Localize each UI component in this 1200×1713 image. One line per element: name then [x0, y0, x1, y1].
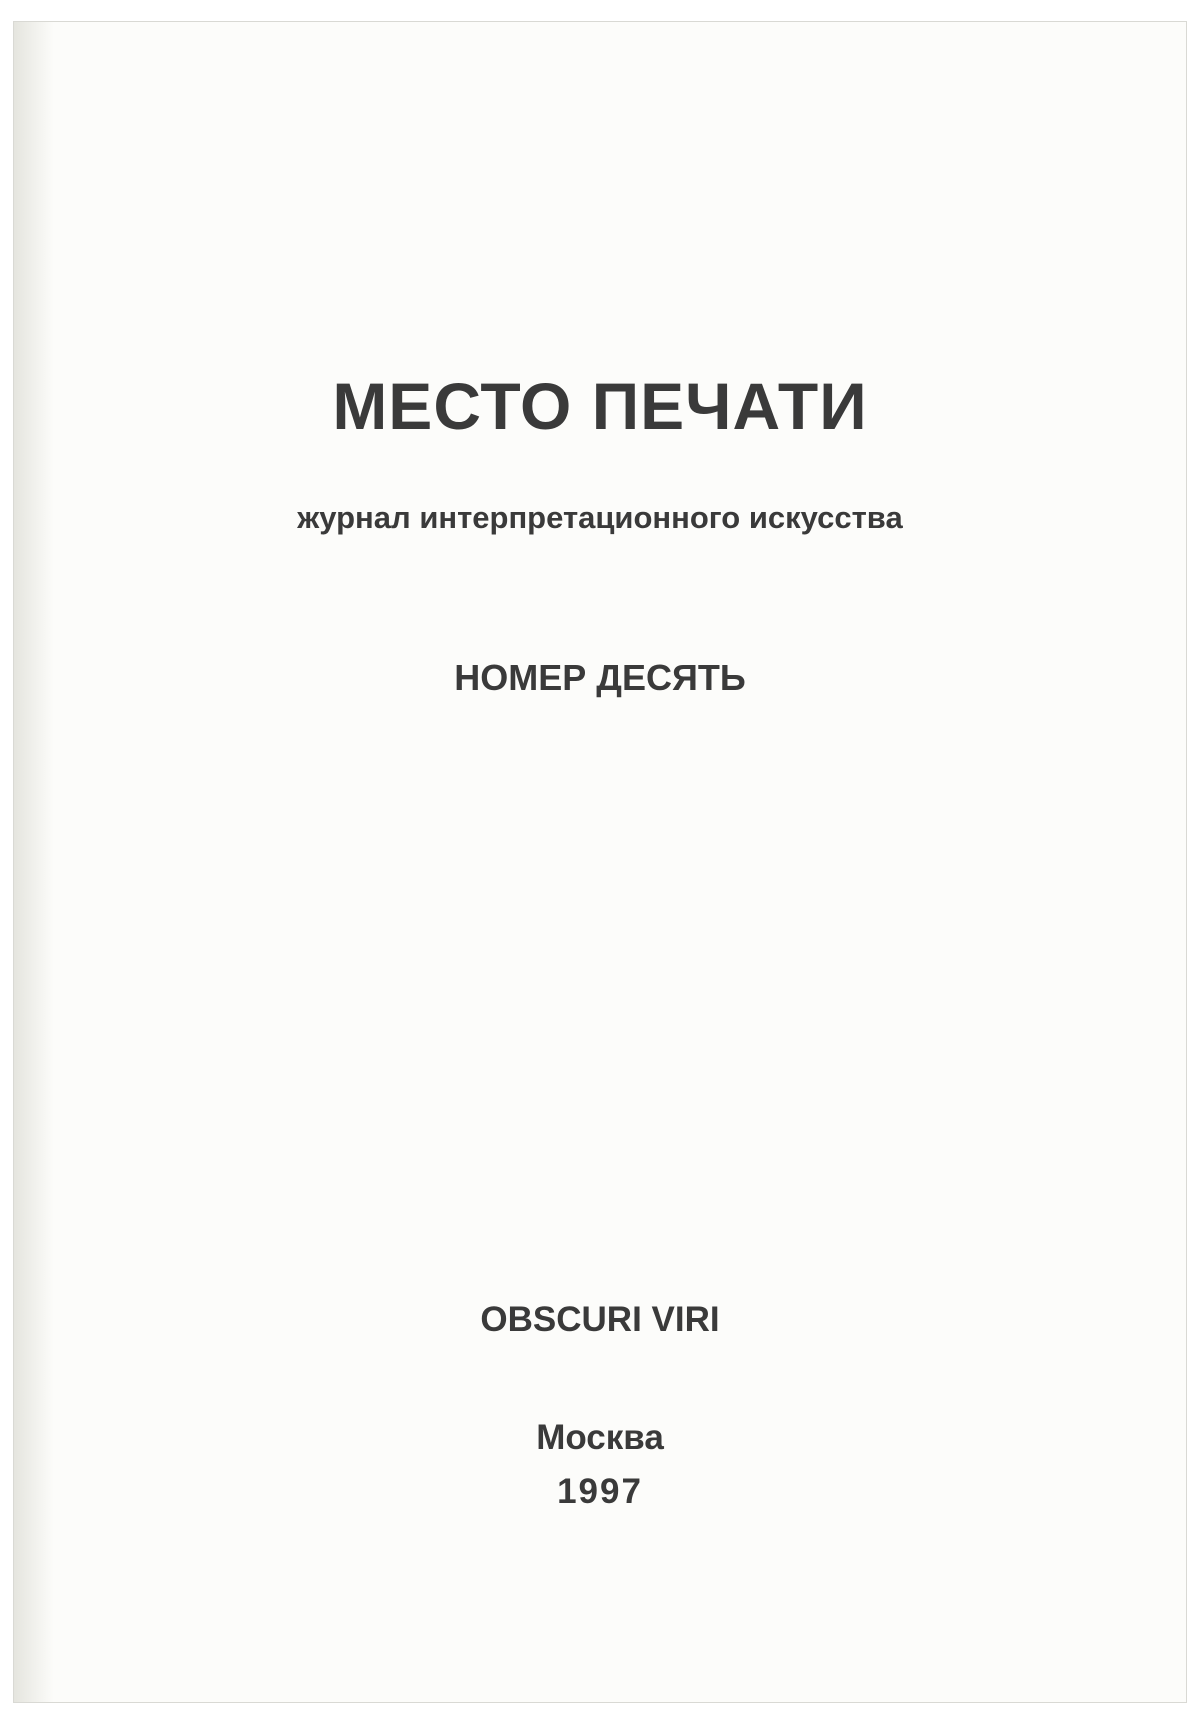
- journal-subtitle: журнал интерпретационного искусства: [297, 500, 903, 535]
- issue-number: НОМЕР ДЕСЯТЬ: [454, 657, 746, 698]
- publication-year: 1997: [557, 1472, 643, 1511]
- publisher-name: OBSCURI VIRI: [480, 1300, 720, 1339]
- publication-city: Москва: [536, 1418, 664, 1457]
- journal-title: МЕСТО ПЕЧАТИ: [332, 369, 868, 443]
